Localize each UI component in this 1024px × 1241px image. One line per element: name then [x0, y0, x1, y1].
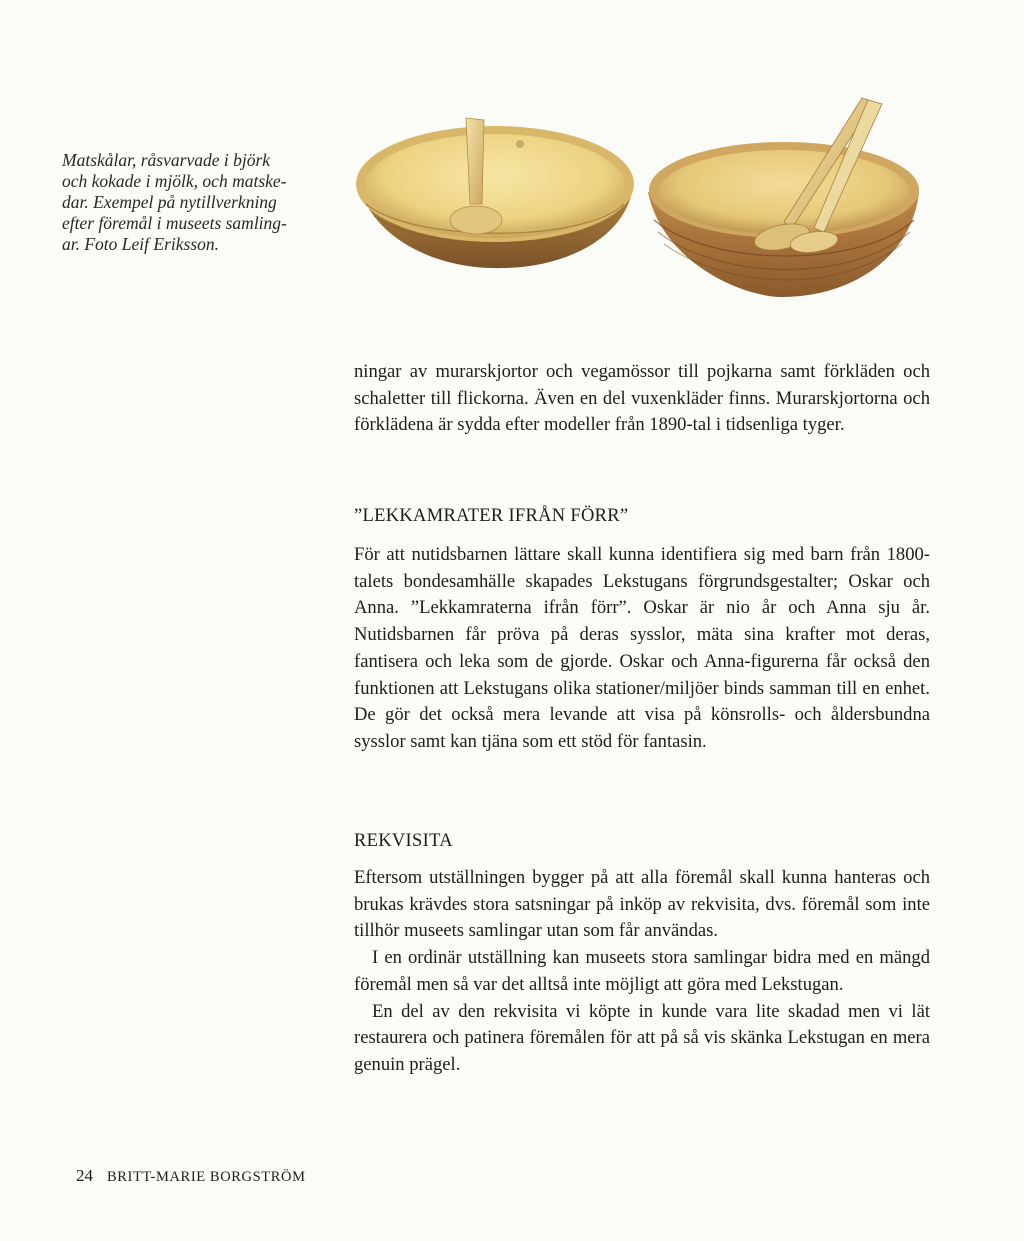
right-bowl	[648, 98, 919, 297]
paragraph: Eftersom utställningen bygger på att alla föremål skall kunna hanteras och brukas krävdes stora satsningar på inköp av rekvisita, dvs. föremål som inte tillhör museets samlingar utan som får användas.	[354, 867, 930, 942]
page-footer	[76, 1166, 306, 1186]
section-heading-lekkamrater: ”LEKKAMRATER IFRÅN FÖRR”	[354, 506, 629, 526]
paragraph: En del av den rekvisita vi köpte in kunde vara lite skadad men vi lät restaurera och patinera föremålen för att på så vis skänka Lekstugan en mera genuin prägel.	[354, 1000, 930, 1075]
wooden-bowls-photo	[352, 92, 932, 307]
section-body-lekkamrater	[354, 542, 930, 756]
intro-text: ningar av murarskjortor och vegamössor till pojkarna samt förkläden och schaletter till flickorna. Även en del vuxenkläder finns. Murarskjortorna och förklädena är sydda efter modeller från 1890-tal i tidsenliga tyger.	[354, 361, 930, 436]
photo-caption: Matskålar, råsvarvade i björk och kokade i mjölk, och matske- dar. Exempel på nytillverkning efter föremål i museets samling- ar. Foto Leif Eriksson.	[62, 150, 287, 254]
section-heading-rekvisita: REKVISITA	[354, 831, 453, 851]
section-body-rekvisita	[354, 865, 930, 1079]
paragraph: För att nutidsbarnen lättare skall kunna identifiera sig med barn från 1800-talets bondesamhälle skapades Lekstugans förgrundsgestalter; Oskar och Anna. ”Lekkamraterna ifrån förr”. Oskar är nio år och Anna sju år. Nutidsbarnen får pröva på deras sysslor, mäta sina krafter mot deras, fantisera och leka som de gjorde. Oskar och Anna-figurerna får också den funktionen att Lekstugans olika stationer/miljöer binds samman till en enhet. De gör det också mera levande att visa på könsrolls- och åldersbundna sysslor samt kan tjäna som ett stöd för fantasin.	[354, 544, 930, 752]
author-name: BRITT-MARIE BORGSTRÖM	[107, 1169, 306, 1185]
left-bowl	[356, 118, 634, 268]
paragraph: I en ordinär utställning kan museets stora samlingar bidra med en mängd föremål men så var det alltså inte möjligt att göra med Lekstugan.	[354, 947, 930, 995]
page-number: 24	[76, 1166, 93, 1185]
intro-paragraph	[354, 359, 930, 439]
